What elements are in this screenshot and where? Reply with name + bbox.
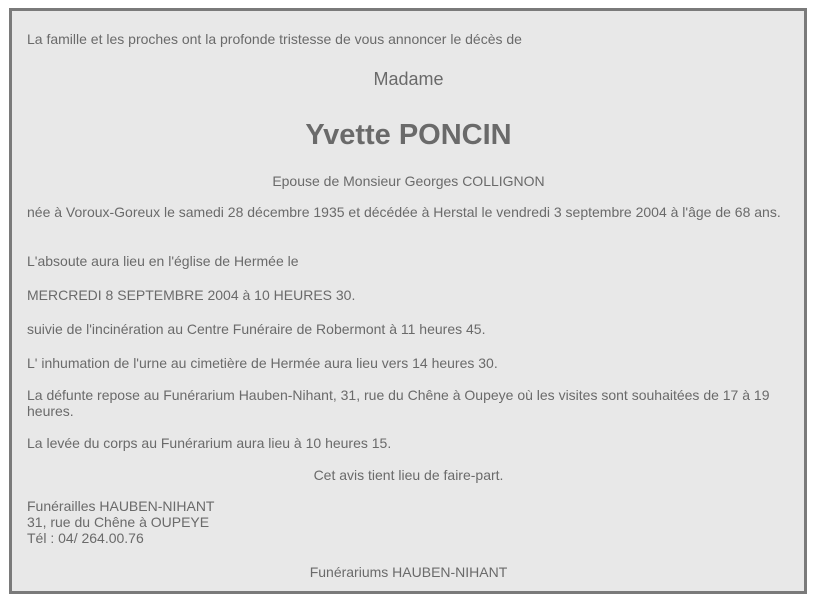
funeral-home-block (27, 498, 790, 546)
obituary-notice (9, 8, 807, 594)
birth-death-text: née à Voroux-Goreux le samedi 28 décembre 1935 et décédée à Herstal le vendredi 3 septembre 2004 à l'âge de 68 ans. (27, 204, 781, 220)
intro-text: La famille et les proches ont la profonde tristesse de vous annoncer le décès de (27, 31, 522, 47)
funeral-home-address: 31, rue du Chêne à OUPEYE (27, 514, 210, 530)
funeral-home-phone: Tél : 04/ 264.00.76 (27, 530, 144, 546)
repose-text: La défunte repose au Funérarium Hauben-Nihant, 31, rue du Chêne à Oupeye où les visites sont souhaitées de 17 à 19 heures. (27, 387, 770, 419)
deceased-name: Yvette PONCIN (305, 119, 512, 151)
incineration-text: suivie de l'incinération au Centre Funéraire de Robermont à 11 heures 45. (27, 321, 486, 337)
funeral-home-name: Funérailles HAUBEN-NIHANT (27, 498, 215, 514)
title-text: Madame (373, 69, 444, 89)
spouse-text: Epouse de Monsieur Georges COLLIGNON (272, 173, 545, 189)
levee-text: La levée du corps au Funérarium aura lieu à 10 heures 15. (27, 435, 392, 451)
footer-text: Funérariums HAUBEN-NIHANT (309, 564, 508, 580)
inhumation-text: L' inhumation de l'urne au cimetière de Hermée aura lieu vers 14 heures 30. (27, 355, 498, 371)
absoute-date-text: MERCREDI 8 SEPTEMBRE 2004 à 10 HEURES 30. (27, 287, 356, 303)
absoute-text: L'absoute aura lieu en l'église de Hermée le (27, 253, 299, 269)
faire-part-text: Cet avis tient lieu de faire-part. (313, 467, 504, 483)
